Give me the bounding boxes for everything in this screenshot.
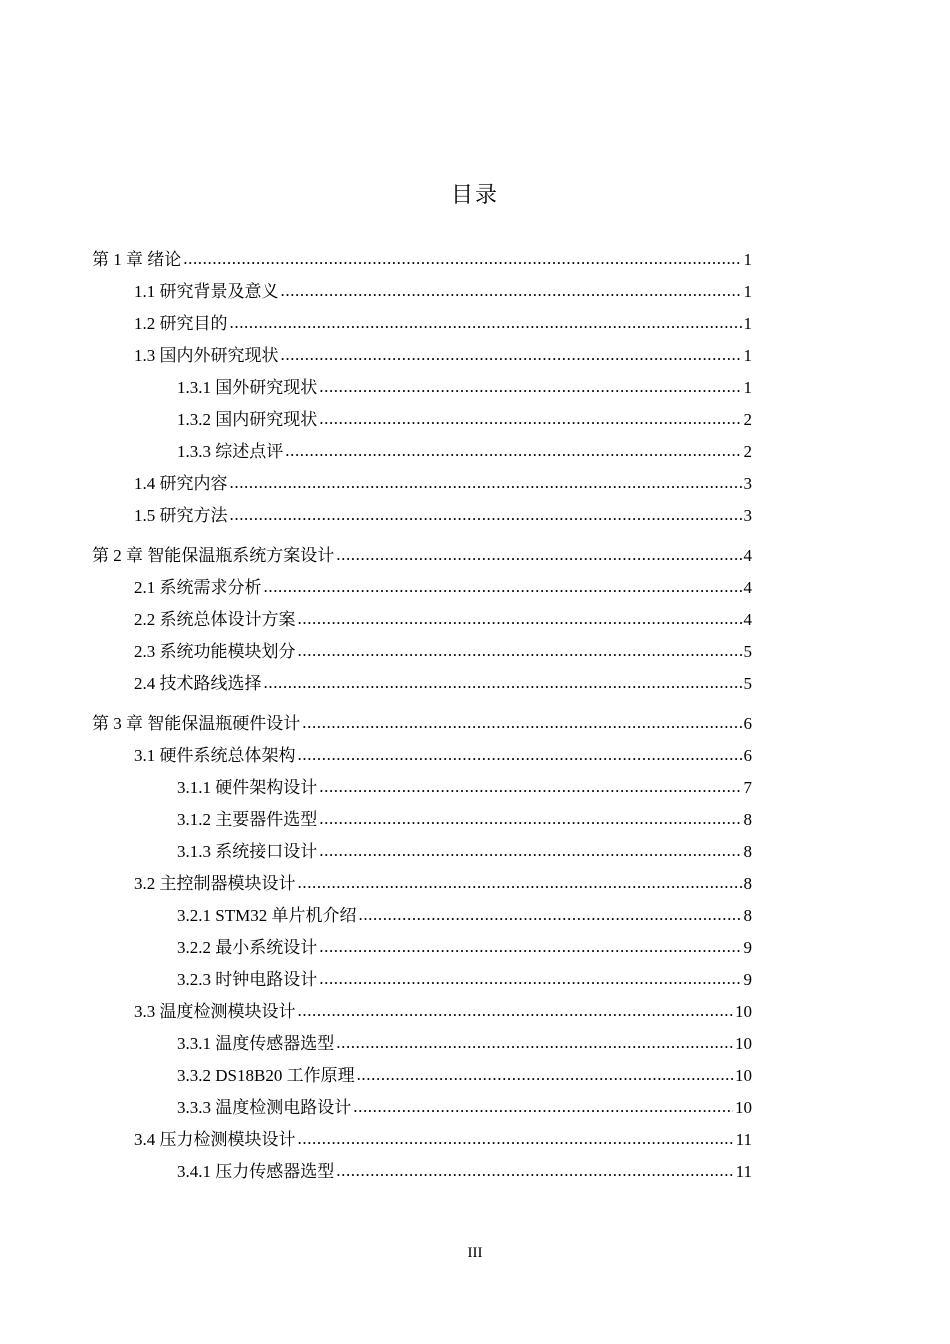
table-of-contents bbox=[92, 244, 752, 1188]
toc-dot-leader bbox=[285, 435, 741, 467]
toc-dot-leader bbox=[319, 963, 741, 995]
toc-subsection-entry[interactable] bbox=[92, 932, 752, 964]
toc-entry-page: 8 bbox=[743, 874, 752, 893]
toc-subsection-entry[interactable] bbox=[92, 804, 752, 836]
toc-entry-label: 3.2 主控制器模块设计 bbox=[134, 874, 296, 893]
toc-entry-label: 3.3.2 DS18B20 工作原理 bbox=[177, 1066, 355, 1085]
toc-entry-page: 10 bbox=[735, 1002, 752, 1021]
toc-dot-leader bbox=[357, 1059, 733, 1091]
toc-entry-page: 6 bbox=[743, 714, 752, 733]
toc-entry-label: 3.3.1 温度传感器选型 bbox=[177, 1034, 335, 1053]
toc-subsection-entry[interactable] bbox=[92, 836, 752, 868]
toc-entry-label: 3.2.2 最小系统设计 bbox=[177, 938, 318, 957]
toc-entry-label: 3.3.3 温度检测电路设计 bbox=[177, 1098, 352, 1117]
toc-dot-leader bbox=[298, 867, 742, 899]
toc-section-entry[interactable] bbox=[92, 308, 752, 340]
toc-dot-leader bbox=[298, 635, 742, 667]
toc-chapter-entry[interactable] bbox=[92, 708, 752, 740]
toc-dot-leader bbox=[298, 739, 742, 771]
toc-entry-label: 3.4.1 压力传感器选型 bbox=[177, 1162, 335, 1181]
toc-dot-leader bbox=[264, 667, 742, 699]
toc-entry-label: 1.1 研究背景及意义 bbox=[134, 282, 279, 301]
toc-entry-page: 10 bbox=[735, 1034, 752, 1053]
toc-entry-label: 3.1.2 主要器件选型 bbox=[177, 810, 318, 829]
toc-section-entry[interactable] bbox=[92, 868, 752, 900]
toc-entry-page: 4 bbox=[743, 546, 752, 565]
toc-entry-page: 9 bbox=[743, 938, 752, 957]
page-title: 目录 bbox=[450, 183, 499, 208]
toc-entry-page: 5 bbox=[743, 674, 752, 693]
toc-dot-leader bbox=[298, 995, 734, 1027]
toc-dot-leader bbox=[319, 835, 741, 867]
toc-section-entry[interactable] bbox=[92, 468, 752, 500]
toc-dot-leader bbox=[302, 707, 741, 739]
toc-subsection-entry[interactable] bbox=[92, 1060, 752, 1092]
toc-section-entry[interactable] bbox=[92, 1124, 752, 1156]
toc-subsection-entry[interactable] bbox=[92, 404, 752, 436]
toc-dot-leader bbox=[319, 371, 741, 403]
toc-entry-page: 2 bbox=[743, 442, 752, 461]
toc-dot-leader bbox=[319, 771, 741, 803]
toc-chapter-entry[interactable] bbox=[92, 540, 752, 572]
toc-dot-leader bbox=[319, 803, 741, 835]
toc-entry-page: 2 bbox=[743, 410, 752, 429]
toc-dot-leader bbox=[336, 1155, 733, 1187]
toc-entry-label: 2.1 系统需求分析 bbox=[134, 578, 262, 597]
toc-dot-leader bbox=[264, 571, 742, 603]
toc-dot-leader bbox=[230, 467, 742, 499]
toc-entry-label: 2.2 系统总体设计方案 bbox=[134, 610, 296, 629]
toc-subsection-entry[interactable] bbox=[92, 372, 752, 404]
toc-entry-label: 3.3 温度检测模块设计 bbox=[134, 1002, 296, 1021]
toc-entry-page: 11 bbox=[735, 1162, 752, 1181]
toc-entry-label: 第 3 章 智能保温瓶硬件设计 bbox=[92, 714, 301, 733]
toc-dot-leader bbox=[281, 339, 742, 371]
toc-dot-leader bbox=[358, 899, 741, 931]
toc-entry-page: 9 bbox=[743, 970, 752, 989]
toc-chapter-entry[interactable] bbox=[92, 244, 752, 276]
toc-dot-leader bbox=[183, 243, 741, 275]
toc-subsection-entry[interactable] bbox=[92, 964, 752, 996]
toc-entry-page: 1 bbox=[743, 250, 752, 269]
toc-entry-page: 1 bbox=[743, 346, 752, 365]
toc-entry-label: 3.4 压力检测模块设计 bbox=[134, 1130, 296, 1149]
toc-entry-page: 1 bbox=[743, 314, 752, 333]
toc-dot-leader bbox=[230, 499, 742, 531]
toc-entry-page: 8 bbox=[743, 906, 752, 925]
toc-subsection-entry[interactable] bbox=[92, 1028, 752, 1060]
page-number: III bbox=[467, 1245, 483, 1261]
toc-entry-label: 第 2 章 智能保温瓶系统方案设计 bbox=[92, 546, 335, 565]
toc-entry-label: 1.4 研究内容 bbox=[134, 474, 228, 493]
toc-entry-page: 8 bbox=[743, 810, 752, 829]
toc-entry-label: 1.2 研究目的 bbox=[134, 314, 228, 333]
toc-entry-label: 第 1 章 绪论 bbox=[92, 250, 182, 269]
toc-section-entry[interactable] bbox=[92, 572, 752, 604]
toc-entry-page: 4 bbox=[743, 610, 752, 629]
toc-dot-leader bbox=[281, 275, 742, 307]
toc-entry-label: 2.4 技术路线选择 bbox=[134, 674, 262, 693]
toc-entry-label: 2.3 系统功能模块划分 bbox=[134, 642, 296, 661]
toc-entry-label: 1.3 国内外研究现状 bbox=[134, 346, 279, 365]
toc-entry-page: 1 bbox=[743, 282, 752, 301]
toc-section-entry[interactable] bbox=[92, 500, 752, 532]
toc-dot-leader bbox=[319, 403, 741, 435]
toc-entry-label: 3.1 硬件系统总体架构 bbox=[134, 746, 296, 765]
toc-dot-leader bbox=[298, 1123, 734, 1155]
toc-entry-page: 3 bbox=[743, 506, 752, 525]
toc-subsection-entry[interactable] bbox=[92, 1156, 752, 1188]
toc-entry-label: 3.2.3 时钟电路设计 bbox=[177, 970, 318, 989]
toc-entry-label: 1.5 研究方法 bbox=[134, 506, 228, 525]
toc-dot-leader bbox=[336, 1027, 733, 1059]
toc-entry-label: 3.1.3 系统接口设计 bbox=[177, 842, 318, 861]
toc-dot-leader bbox=[319, 931, 741, 963]
toc-entry-page: 8 bbox=[743, 842, 752, 861]
toc-section-entry[interactable] bbox=[92, 340, 752, 372]
toc-entry-label: 1.3.3 综述点评 bbox=[177, 442, 284, 461]
toc-section-entry[interactable] bbox=[92, 276, 752, 308]
toc-entry-page: 5 bbox=[743, 642, 752, 661]
toc-section-entry[interactable] bbox=[92, 740, 752, 772]
toc-dot-leader bbox=[230, 307, 742, 339]
toc-entry-label: 3.2.1 STM32 单片机介绍 bbox=[177, 906, 357, 925]
toc-entry-label: 1.3.2 国内研究现状 bbox=[177, 410, 318, 429]
toc-entry-page: 10 bbox=[735, 1098, 752, 1117]
toc-entry-page: 10 bbox=[735, 1066, 752, 1085]
toc-entry-page: 11 bbox=[735, 1130, 752, 1149]
toc-subsection-entry[interactable] bbox=[92, 436, 752, 468]
toc-subsection-entry[interactable] bbox=[92, 1092, 752, 1124]
toc-entry-page: 1 bbox=[743, 378, 752, 397]
toc-dot-leader bbox=[336, 539, 741, 571]
toc-section-entry[interactable] bbox=[92, 996, 752, 1028]
toc-section-entry[interactable] bbox=[92, 636, 752, 668]
toc-section-entry[interactable] bbox=[92, 604, 752, 636]
toc-entry-page: 3 bbox=[743, 474, 752, 493]
toc-entry-label: 3.1.1 硬件架构设计 bbox=[177, 778, 318, 797]
toc-subsection-entry[interactable] bbox=[92, 900, 752, 932]
toc-entry-page: 7 bbox=[743, 778, 752, 797]
toc-entry-page: 4 bbox=[743, 578, 752, 597]
toc-dot-leader bbox=[353, 1091, 733, 1123]
toc-section-entry[interactable] bbox=[92, 668, 752, 700]
toc-entry-label: 1.3.1 国外研究现状 bbox=[177, 378, 318, 397]
toc-entry-page: 6 bbox=[743, 746, 752, 765]
toc-subsection-entry[interactable] bbox=[92, 772, 752, 804]
toc-dot-leader bbox=[298, 603, 742, 635]
